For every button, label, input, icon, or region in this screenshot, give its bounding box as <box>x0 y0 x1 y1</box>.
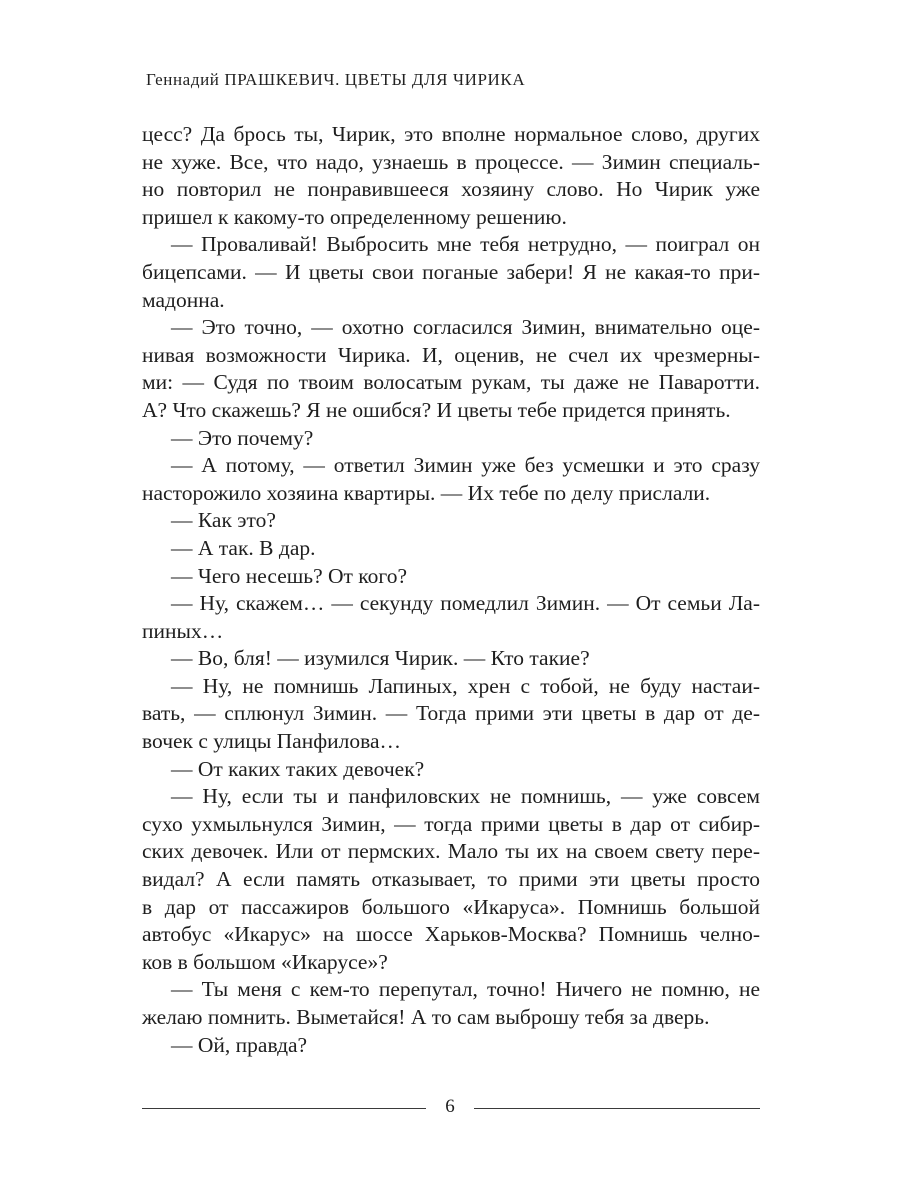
text-line: бицепсами. — И цветы свои поганые забери! Я не какая-то при- <box>142 259 760 284</box>
text-line: пришел к какому-то определенному решению. <box>142 204 567 229</box>
text-line: — Ну, если ты и панфиловских не помнишь, — уже совсем <box>171 784 760 809</box>
text-line: ских девочек. Или от пермских. Мало ты их на своем свету пере- <box>142 839 760 864</box>
text-line: — Проваливай! Выбросить мне тебя нетрудно, — поиграл он <box>171 232 760 257</box>
body-text <box>142 121 760 1059</box>
text-line: нивая возможности Чирика. И, оценив, не счел их чрезмерны- <box>142 342 760 367</box>
text-line: ми: — Судя по твоим волосатым рукам, ты даже не Паваротти. <box>142 370 760 395</box>
text-line: в дар от пассажиров большого «Икаруса». Помнишь большой <box>142 894 760 919</box>
text-line: автобус «Икарус» на шоссе Харьков-Москва? Помнишь челно- <box>142 922 760 947</box>
text-line: цесс? Да брось ты, Чирик, это вполне нормальное слово, других <box>142 122 760 146</box>
text-line: пиных… <box>142 618 224 643</box>
page-number: 6 <box>445 1096 455 1117</box>
text-line: — Это точно, — охотно согласился Зимин, внимательно оце- <box>171 315 760 340</box>
text-line: — Во, бля! — изумился Чирик. — Кто такие? <box>171 646 590 671</box>
text-line: — Ты меня с кем-то перепутал, точно! Ничего не помню, не <box>171 977 760 1002</box>
page-footer <box>142 1094 760 1124</box>
text-line: — А потому, — ответил Зимин уже без усмешки и это сразу <box>171 453 760 478</box>
text-line: мадонна. <box>142 287 225 312</box>
footer-rule-left <box>142 1108 426 1109</box>
text-line: — Ой, правда? <box>171 1032 308 1057</box>
footer-rule-right <box>474 1108 760 1109</box>
text-line: А? Что скажешь? Я не ошибся? И цветы тебе придется принять. <box>142 397 731 422</box>
running-head: Геннадий ПРАШКЕВИЧ. ЦВЕТЫ ДЛЯ ЧИРИКА <box>146 70 526 89</box>
text-line: вать, — сплюнул Зимин. — Тогда прими эти цветы в дар от де- <box>142 701 760 726</box>
text-line: — А так. В дар. <box>171 535 316 560</box>
text-line: — Чего несешь? От кого? <box>171 563 407 588</box>
text-line: но повторил не понравившееся хозяину слово. Но Чирик уже <box>142 177 760 202</box>
text-line: — Это почему? <box>171 425 314 450</box>
text-line: — Как это? <box>171 508 276 533</box>
text-line: вочек с улицы Панфилова… <box>142 729 402 754</box>
text-line: — От каких таких девочек? <box>171 756 425 781</box>
text-line: насторожило хозяина квартиры. — Их тебе по делу прислали. <box>142 480 711 505</box>
text-line: не хуже. Все, что надо, узнаешь в процессе. — Зимин специаль- <box>142 149 760 174</box>
text-line: ков в большом «Икарусе»? <box>142 949 388 974</box>
text-line: — Ну, скажем… — секунду помедлил Зимин. — От семьи Ла- <box>171 591 760 616</box>
text-line: видал? А если память отказывает, то прими эти цветы просто <box>142 867 760 892</box>
text-line: сухо ухмыльнулся Зимин, — тогда прими цветы в дар от сибир- <box>142 811 760 836</box>
text-line: — Ну, не помнишь Лапиных, хрен с тобой, не буду настаи- <box>171 673 760 698</box>
text-line: желаю помнить. Выметайся! А то сам выброшу тебя за дверь. <box>142 1005 710 1029</box>
